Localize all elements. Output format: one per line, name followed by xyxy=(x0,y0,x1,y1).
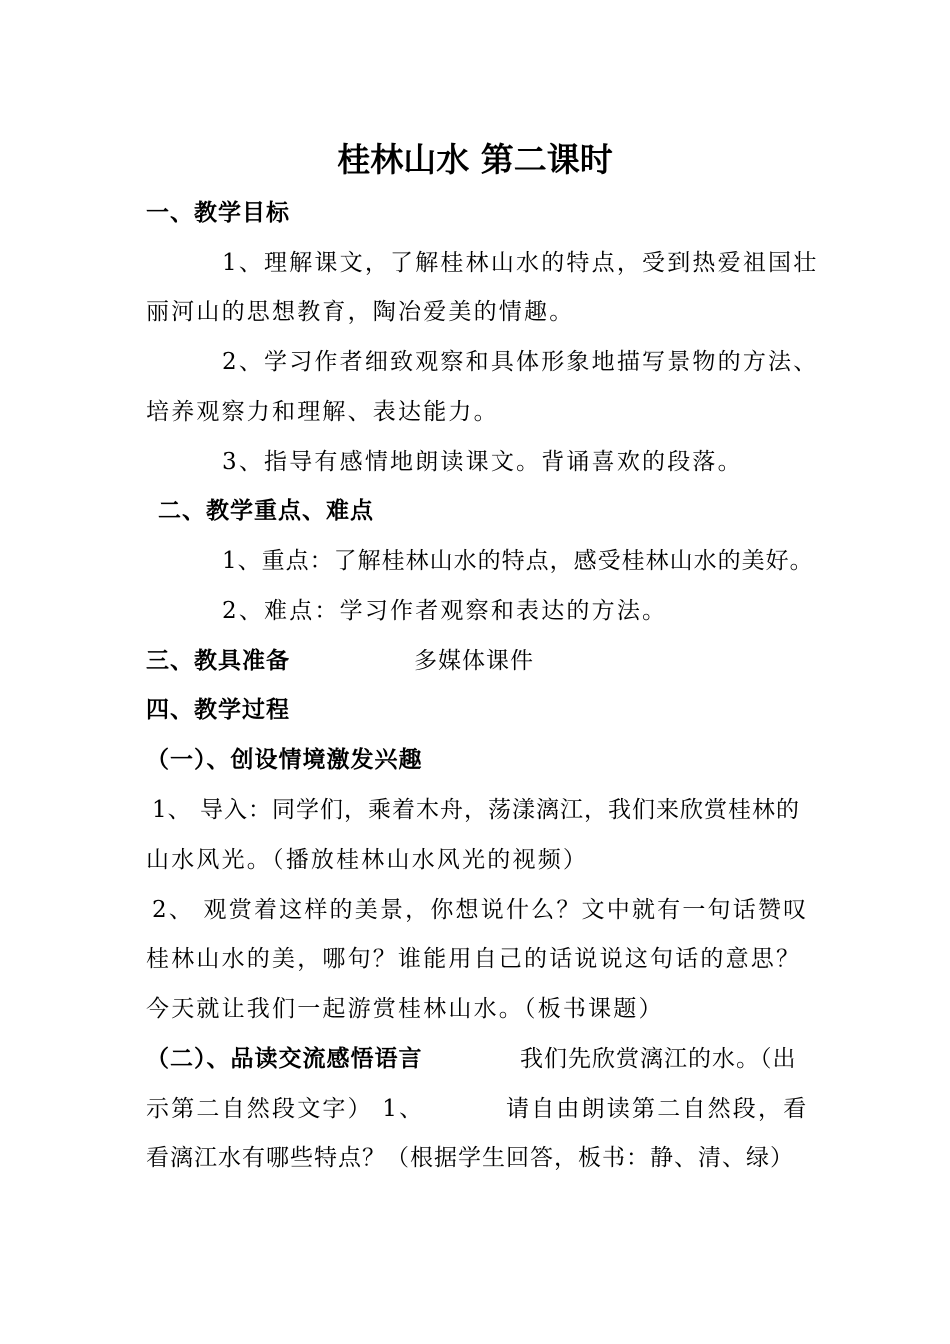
section-heading-teaching-goals: 一、教学目标 xyxy=(146,199,290,226)
part-2-line-3: 看漓江水有哪些特点？（根据学生回答，板书：静、清、绿） xyxy=(146,1145,794,1171)
part-1-item-2-line-2: 桂林山水的美，哪句？谁能用自己的话说说这句话的意思？ xyxy=(146,946,802,972)
part-1-item-2-line-3: 今天就让我们一起游赏桂林山水。（板书课题） xyxy=(146,996,664,1022)
part-1-heading: （一）、创设情境激发兴趣 xyxy=(146,746,423,773)
part-2-line-2a: 示第二自然段文字） 1、 xyxy=(146,1096,425,1122)
part-2-intro: 我们先欣赏漓江的水。（出 xyxy=(520,1046,797,1072)
part-2-line-2b: 请自由朗读第二自然段，看 xyxy=(506,1096,809,1122)
part-1-item-1-line-2: 山水风光。（播放桂林山水风光的视频） xyxy=(146,847,589,873)
key-point-1: 1、重点：了解桂林山水的特点，感受桂林山水的美好。 xyxy=(222,548,814,574)
key-point-2: 2、难点：学习作者观察和表达的方法。 xyxy=(222,598,668,624)
goal-1-line-1: 1、理解课文，了解桂林山水的特点，受到热爱祖国壮 xyxy=(222,250,819,276)
goal-2-line-1: 2、学习作者细致观察和具体形象地描写景物的方法、 xyxy=(222,349,819,375)
section-heading-materials: 三、教具准备 xyxy=(146,647,290,674)
section-heading-process: 四、教学过程 xyxy=(146,696,290,723)
document-title: 桂林山水 第二课时 xyxy=(337,140,613,179)
goal-3: 3、指导有感情地朗读课文。背诵喜欢的段落。 xyxy=(222,449,743,475)
part-1-item-1-line-1: 1、 导入：同学们，乘着木舟，荡漾漓江，我们来欣赏桂林的 xyxy=(152,797,800,823)
part-2-heading: （二）、品读交流感悟语言 xyxy=(146,1045,423,1072)
part-1-item-2-line-1: 2、 观赏着这样的美景，你想说什么？文中就有一句话赞叹 xyxy=(152,897,809,923)
goal-2-line-2: 培养观察力和理解、表达能力。 xyxy=(146,399,499,425)
section-heading-key-points: 二、教学重点、难点 xyxy=(158,497,374,524)
materials-value: 多媒体课件 xyxy=(414,648,534,674)
goal-1-line-2: 丽河山的思想教育，陶冶爱美的情趣。 xyxy=(146,299,575,325)
